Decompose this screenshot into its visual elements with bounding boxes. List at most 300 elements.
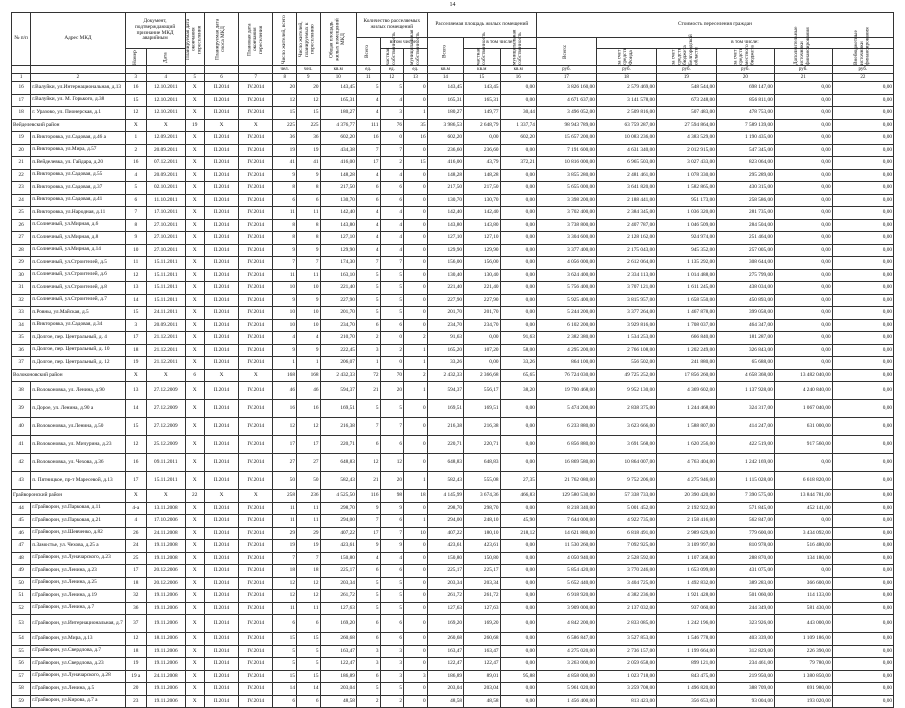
table-cell: 0 <box>404 454 428 472</box>
table-cell: 9 <box>273 244 297 257</box>
table-cell: 127,10 <box>320 232 356 245</box>
table-cell: 823 064,00 <box>716 157 774 170</box>
table-cell: 46 <box>273 382 297 400</box>
row-number: 22 <box>12 169 31 182</box>
table-cell: 0,00 <box>774 232 832 245</box>
table-cell: II.2014 <box>204 633 238 646</box>
table-cell: 130,70 <box>320 194 356 207</box>
table-cell: 6 <box>356 436 380 454</box>
table-cell: 3 <box>356 645 380 658</box>
table-cell: 0,00 <box>832 319 893 332</box>
unit-cell: кв.м <box>500 66 536 74</box>
table-cell: 203,04 <box>320 683 356 696</box>
table-cell: 0 <box>404 182 428 195</box>
table-cell: II.2014 <box>204 565 238 578</box>
table-cell: 2 366,68 <box>464 369 500 382</box>
table-cell: 2 <box>356 332 380 345</box>
table-row <box>12 418 894 436</box>
table-cell: 50 <box>296 472 320 490</box>
column-number-cell: 1 <box>12 74 31 82</box>
table-cell: 217,50 <box>427 182 463 195</box>
table-cell: 18 <box>273 565 297 578</box>
table-cell: 244 349,00 <box>716 602 774 615</box>
table-cell: 129,90 <box>320 244 356 257</box>
table-cell: 0,00 <box>832 182 893 195</box>
table-cell: 14 <box>125 400 146 418</box>
table-cell: 30,44 <box>500 107 536 120</box>
table-cell: X <box>185 454 204 472</box>
table-cell: 0 <box>404 645 428 658</box>
table-cell: 203,04 <box>427 683 463 696</box>
address-cell: п.Солнечный, ул.Строителей, д.8 <box>31 282 125 295</box>
table-cell: 225 <box>296 119 320 132</box>
address-cell: г.Валуйки, ул.Интернациональная, д.13 <box>31 82 125 95</box>
table-cell: 10 <box>273 319 297 332</box>
table-cell: 9 752 206,00 <box>596 472 656 490</box>
unit-cell: руб. <box>774 66 832 74</box>
table-cell: 19.11.2008 <box>147 552 186 565</box>
address-cell: п.Вейделевка, ул. Гайдара, д.20 <box>31 157 125 170</box>
table-cell: II.2014 <box>204 472 238 490</box>
table-cell: 0,00 <box>774 169 832 182</box>
header-cost-region: за счет средств бюджета Белгородской области <box>656 49 716 66</box>
table-cell: 7 589 139,00 <box>716 119 774 132</box>
table-row <box>12 645 894 658</box>
row-number: 40 <box>12 418 31 436</box>
table-cell: 1 <box>296 357 320 370</box>
table-cell: 0 <box>404 590 428 603</box>
table-cell: 11 <box>273 269 297 282</box>
table-cell: IV.2014 <box>239 94 273 107</box>
table-cell: 93 004,00 <box>716 695 774 708</box>
table-cell: IV.2014 <box>239 590 273 603</box>
table-cell: 36 <box>273 132 297 145</box>
table-cell: 168 <box>273 369 297 382</box>
table-cell: 15 657 200,00 <box>536 132 596 145</box>
table-cell: 1 620 256,00 <box>656 436 716 454</box>
table-cell: 130,70 <box>427 194 463 207</box>
table-cell: 0,00 <box>464 357 500 370</box>
table-cell: 407,22 <box>320 527 356 540</box>
table-cell: 9 <box>296 169 320 182</box>
table-cell: 0,00 <box>500 633 536 646</box>
row-number: 27 <box>12 232 31 245</box>
table-cell: 0,00 <box>832 615 893 633</box>
address-cell: п.Долгое, пер. Центральный, д. 10 <box>31 344 125 357</box>
table-cell: 13 482 040,00 <box>774 369 832 382</box>
table-cell: X <box>185 670 204 683</box>
table-cell: 09.11.2011 <box>147 454 186 472</box>
row-number: 41 <box>12 436 31 454</box>
table-cell: 220,71 <box>427 436 463 454</box>
table-cell: 6 <box>356 194 380 207</box>
table-cell: 2 432,33 <box>320 369 356 382</box>
table-cell: 221,40 <box>320 282 356 295</box>
table-cell: 2 833 085,00 <box>596 615 656 633</box>
table-cell: 11 <box>273 502 297 515</box>
table-cell: 6 <box>296 615 320 633</box>
table-cell: 0,00 <box>500 454 536 472</box>
table-cell: 0 <box>404 169 428 182</box>
table-cell: 27.10.2011 <box>147 219 186 232</box>
table-cell: II.2014 <box>204 269 238 282</box>
table-cell: 2 766 108,00 <box>596 344 656 357</box>
table-cell: 148,28 <box>427 169 463 182</box>
table-cell: 0,00 <box>500 169 536 182</box>
table-cell: 27 <box>273 454 297 472</box>
row-number: 56 <box>12 658 31 671</box>
table-cell: 12 <box>125 436 146 454</box>
table-cell: 1 921 428,00 <box>656 590 716 603</box>
table-cell: 210,70 <box>320 332 356 345</box>
table-cell: 11.10.2011 <box>147 194 186 207</box>
table-cell: 9 <box>380 540 404 553</box>
table-cell: 548 544,00 <box>656 82 716 95</box>
table-cell: 203,04 <box>464 683 500 696</box>
table-cell: II.2014 <box>204 219 238 232</box>
address-cell: п.Долгое, пер. Центральный, д. 4 <box>31 332 125 345</box>
table-cell: 0 <box>404 269 428 282</box>
table-cell: X <box>185 144 204 157</box>
header-doc-date: Дата <box>147 49 186 66</box>
row-number: 36 <box>12 344 31 357</box>
table-cell: 19.11.2006 <box>147 645 186 658</box>
table-cell: 3 109 997,00 <box>656 540 716 553</box>
address-cell: г.Грайворон, ул.Ленина, д.19 <box>31 590 125 603</box>
table-cell: 10 <box>296 282 320 295</box>
table-cell: 403 339,00 <box>716 633 774 646</box>
address-cell: г.Грайворон, ул.Парковая, д.11 <box>31 502 125 515</box>
table-cell: II.2014 <box>204 182 238 195</box>
table-cell: 0 <box>404 502 428 515</box>
table-cell: 6 618 820,00 <box>774 472 832 490</box>
row-number: 33 <box>12 307 31 320</box>
table-cell: 2 579 469,00 <box>596 82 656 95</box>
table-cell: 13 <box>125 382 146 400</box>
table-cell: 20.09.2011 <box>147 144 186 157</box>
table-cell: 11 <box>273 602 297 615</box>
table-cell: 227,90 <box>427 294 463 307</box>
table-cell: 2 334 113,00 <box>596 269 656 282</box>
table-cell: 220,71 <box>320 436 356 454</box>
table-cell: 2 528 592,00 <box>596 552 656 565</box>
table-cell: 10 <box>404 527 428 540</box>
table-cell: X <box>185 207 204 220</box>
column-number-cell: 3 <box>125 74 146 82</box>
column-number-cell: 7 <box>239 74 273 82</box>
table-cell: 0,00 <box>500 602 536 615</box>
header-area-total: Общая площадь жилых помещений МКД <box>320 13 356 66</box>
table-cell: 8 <box>296 182 320 195</box>
table-cell: 236 <box>296 490 320 503</box>
table-cell: II.2014 <box>204 307 238 320</box>
table-cell: 3 259 708,00 <box>596 683 656 696</box>
header-doc-number: Номер <box>125 49 146 66</box>
table-cell: 326 843,00 <box>716 344 774 357</box>
table-cell: X <box>185 182 204 195</box>
table-cell: 3 377 264,00 <box>596 307 656 320</box>
table-cell: 3 929 816,00 <box>596 319 656 332</box>
table-cell: 165,20 <box>427 344 463 357</box>
table-cell: 163,47 <box>320 645 356 658</box>
table-cell: 1 456 400,00 <box>536 695 596 708</box>
table-row <box>12 658 894 671</box>
address-cell: п.Волоконовка, ул. Ленина, д.90 <box>31 382 125 400</box>
table-cell: 2 648,79 <box>464 119 500 132</box>
table-cell: 148,28 <box>320 169 356 182</box>
table-cell: 1 <box>404 107 428 120</box>
row-number: 55 <box>12 645 31 658</box>
table-cell: X <box>185 552 204 565</box>
row-number: 44 <box>12 502 31 515</box>
table-cell: 9 <box>356 540 380 553</box>
table-cell: 0,00 <box>774 357 832 370</box>
table-cell: X <box>185 194 204 207</box>
table-cell: 0,00 <box>500 552 536 565</box>
table-cell: 0 <box>404 418 428 436</box>
table-cell: 143,80 <box>320 219 356 232</box>
table-row <box>12 527 894 540</box>
table-cell: II.2014 <box>204 436 238 454</box>
table-cell: 15 <box>296 633 320 646</box>
table-cell: 41 <box>296 157 320 170</box>
table-cell: 193 020,00 <box>774 695 832 708</box>
table-cell: 13 844 781,00 <box>774 490 832 503</box>
table-cell: 3 826 160,00 <box>536 82 596 95</box>
table-cell: II.2014 <box>204 332 238 345</box>
table-cell: 4 658 368,00 <box>716 369 774 382</box>
table-cell: 19 <box>125 357 146 370</box>
table-cell: X <box>185 658 204 671</box>
column-number-cell: 2 <box>31 74 125 82</box>
table-cell: 48,58 <box>427 695 463 708</box>
table-cell: X <box>185 82 204 95</box>
table-cell: 6 586 847,00 <box>536 633 596 646</box>
table-cell: 0 <box>404 94 428 107</box>
table-cell: X <box>185 472 204 490</box>
table-cell: 9 <box>296 244 320 257</box>
address-cell: п.Викторовка, ул.Народная, д.11 <box>31 207 125 220</box>
table-cell: II.2014 <box>204 94 238 107</box>
table-cell: 1 190 435,00 <box>716 132 774 145</box>
table-cell: 0,00 <box>500 540 536 553</box>
table-cell: 4 <box>125 515 146 528</box>
row-number: 20 <box>12 144 31 157</box>
table-cell: 0,00 <box>832 645 893 658</box>
table-cell: 43,79 <box>464 157 500 170</box>
table-cell: 7 191 600,00 <box>536 144 596 157</box>
resettlement-table <box>11 12 894 708</box>
table-cell: 221,40 <box>464 282 500 295</box>
table-cell: IV.2014 <box>239 436 273 454</box>
table-cell: 1 135 292,00 <box>656 257 716 270</box>
table-cell: X <box>185 269 204 282</box>
unit-cell: руб. <box>596 66 656 74</box>
table-row <box>12 169 894 182</box>
table-cell: 20.12.2006 <box>147 565 186 578</box>
table-cell: 0,00 <box>832 144 893 157</box>
table-cell: 22 <box>185 490 204 503</box>
table-cell: 20.12.2006 <box>147 577 186 590</box>
header-address: Адрес МКД <box>31 13 125 66</box>
table-cell: 0 <box>404 633 428 646</box>
table-cell: 6 <box>273 194 297 207</box>
table-cell: II.2014 <box>204 615 238 633</box>
table-cell: II.2014 <box>204 382 238 400</box>
table-cell: 20 <box>125 683 146 696</box>
table-cell: IV.2014 <box>239 169 273 182</box>
table-cell: 1 036 320,00 <box>656 207 716 220</box>
unit-cell <box>125 66 146 74</box>
table-cell: 4 <box>356 207 380 220</box>
table-cell: 0,00 <box>832 515 893 528</box>
row-number: 45 <box>12 515 31 528</box>
table-cell: IV.2014 <box>239 307 273 320</box>
table-cell: X <box>204 119 238 132</box>
table-cell: X <box>239 119 273 132</box>
table-cell: 1 611 245,00 <box>656 282 716 295</box>
table-cell: 216,38 <box>464 418 500 436</box>
header-cost-off: Внебюджетные источники финансирования <box>832 49 893 66</box>
table-cell: X <box>185 294 204 307</box>
table-cell: 3 <box>380 658 404 671</box>
table-cell: 1 <box>404 515 428 528</box>
table-cell: 4 <box>356 107 380 120</box>
table-cell: II.2014 <box>204 670 238 683</box>
table-cell: 631 000,00 <box>774 418 832 436</box>
column-number-cell: 18 <box>596 74 656 82</box>
table-cell: 7 <box>273 257 297 270</box>
table-cell: II.2014 <box>204 590 238 603</box>
table-cell: 261,72 <box>464 590 500 603</box>
table-cell: 15.11.2011 <box>147 294 186 307</box>
unit-cell: ед. <box>404 66 428 74</box>
table-cell: 0,00 <box>774 565 832 578</box>
table-cell: 5 <box>273 658 297 671</box>
table-cell: 6 <box>356 670 380 683</box>
table-cell: 2 <box>404 369 428 382</box>
table-cell: 9 <box>380 502 404 515</box>
table-cell: 226 390,00 <box>774 645 832 658</box>
table-cell: 20 <box>380 472 404 490</box>
unit-cell: ед. <box>356 66 380 74</box>
table-cell: 594,37 <box>427 382 463 400</box>
table-cell: II.2014 <box>204 257 238 270</box>
address-cell: п. Пятницкое, пр-т Маресевой, д.13 <box>31 472 125 490</box>
table-row <box>12 633 894 646</box>
table-cell: 11 <box>296 502 320 515</box>
table-cell: 70 <box>380 369 404 382</box>
table-cell: 2 012 915,00 <box>656 144 716 157</box>
address-cell: п.Викторовка, ул.Садовая, д.37 <box>31 182 125 195</box>
table-cell: 0,00 <box>832 282 893 295</box>
table-cell: 423,61 <box>320 540 356 553</box>
table-cell: 5 <box>380 282 404 295</box>
table-cell: 19 а <box>125 670 146 683</box>
table-row <box>12 182 894 195</box>
unit-cell: чел. <box>296 66 320 74</box>
table-cell: 19.11.2006 <box>147 683 186 696</box>
table-cell: 6 102 200,00 <box>536 319 596 332</box>
table-cell: 15 <box>125 94 146 107</box>
table-cell: X <box>185 515 204 528</box>
table-cell: 0,00 <box>500 232 536 245</box>
table-cell: 129,90 <box>427 244 463 257</box>
table-cell: 5 <box>356 577 380 590</box>
header-demolish-year: Планируемая дата сноса МКД <box>204 13 238 66</box>
table-cell: 6 <box>356 565 380 578</box>
table-cell: 169,20 <box>427 615 463 633</box>
address-cell: п.Викторовка, ул.Садовая, д.34 <box>31 319 125 332</box>
table-cell: 0 <box>404 602 428 615</box>
table-cell: 1 023 718,00 <box>596 670 656 683</box>
table-cell: 648,83 <box>427 454 463 472</box>
address-cell: г.Грайворон, ул.Ленина, д.25 <box>31 577 125 590</box>
unit-cell: кв.м <box>427 66 463 74</box>
table-cell: 216,38 <box>427 418 463 436</box>
table-cell: X <box>185 400 204 418</box>
table-cell: 924 974,00 <box>656 232 716 245</box>
table-cell: 12 <box>380 454 404 472</box>
table-cell: 3 <box>380 645 404 658</box>
table-cell: 0,00 <box>832 658 893 671</box>
table-cell: 0 <box>404 219 428 232</box>
address-cell: г.Грайворон, ул.Мира, д.13 <box>31 633 125 646</box>
table-cell: 4 <box>380 232 404 245</box>
table-cell: 36 <box>125 602 146 615</box>
table-cell: 0,00 <box>774 515 832 528</box>
table-cell: 91,63 <box>500 332 536 345</box>
table-cell: X <box>185 683 204 696</box>
table-cell: 7 390 575,00 <box>716 490 774 503</box>
row-number: 59 <box>12 695 31 708</box>
table-cell: 0 <box>380 332 404 345</box>
address-cell: г.Грайворон, ул.Шевченко, д.82 <box>31 527 125 540</box>
table-cell: 180,10 <box>464 527 500 540</box>
table-cell: 5 655 000,00 <box>536 182 596 195</box>
table-cell: 556,17 <box>464 382 500 400</box>
table-cell: 0,00 <box>774 244 832 257</box>
table-cell: 14 621 880,00 <box>536 527 596 540</box>
table-cell: 1 708 037,00 <box>656 319 716 332</box>
table-cell: 37 <box>125 615 146 633</box>
table-cell: 203,34 <box>464 577 500 590</box>
table-cell: 169,51 <box>320 400 356 418</box>
table-cell: 6 <box>296 695 320 708</box>
table-row <box>12 307 894 320</box>
table-cell: 507 483,00 <box>656 107 716 120</box>
table-row <box>12 382 894 400</box>
table-cell: 0,00 <box>774 319 832 332</box>
table-cell: 0 <box>404 319 428 332</box>
table-cell: 1 380 850,00 <box>774 670 832 683</box>
table-cell: 308 644,00 <box>716 257 774 270</box>
unit-cell <box>31 66 125 74</box>
table-cell: 122,47 <box>464 658 500 671</box>
table-cell: 15 <box>296 670 320 683</box>
table-cell: 0,00 <box>832 94 893 107</box>
table-cell: 0,00 <box>500 94 536 107</box>
table-cell: 0,00 <box>774 194 832 207</box>
table-cell: 9 <box>356 502 380 515</box>
table-cell: 1 067 040,00 <box>774 400 832 418</box>
table-cell: II.2014 <box>204 400 238 418</box>
column-number-cell: 13 <box>404 74 428 82</box>
table-cell: 10 <box>125 244 146 257</box>
table-cell: 27.12.2009 <box>147 418 186 436</box>
table-cell: 114 133,00 <box>774 590 832 603</box>
table-cell: 0,00 <box>500 615 536 633</box>
